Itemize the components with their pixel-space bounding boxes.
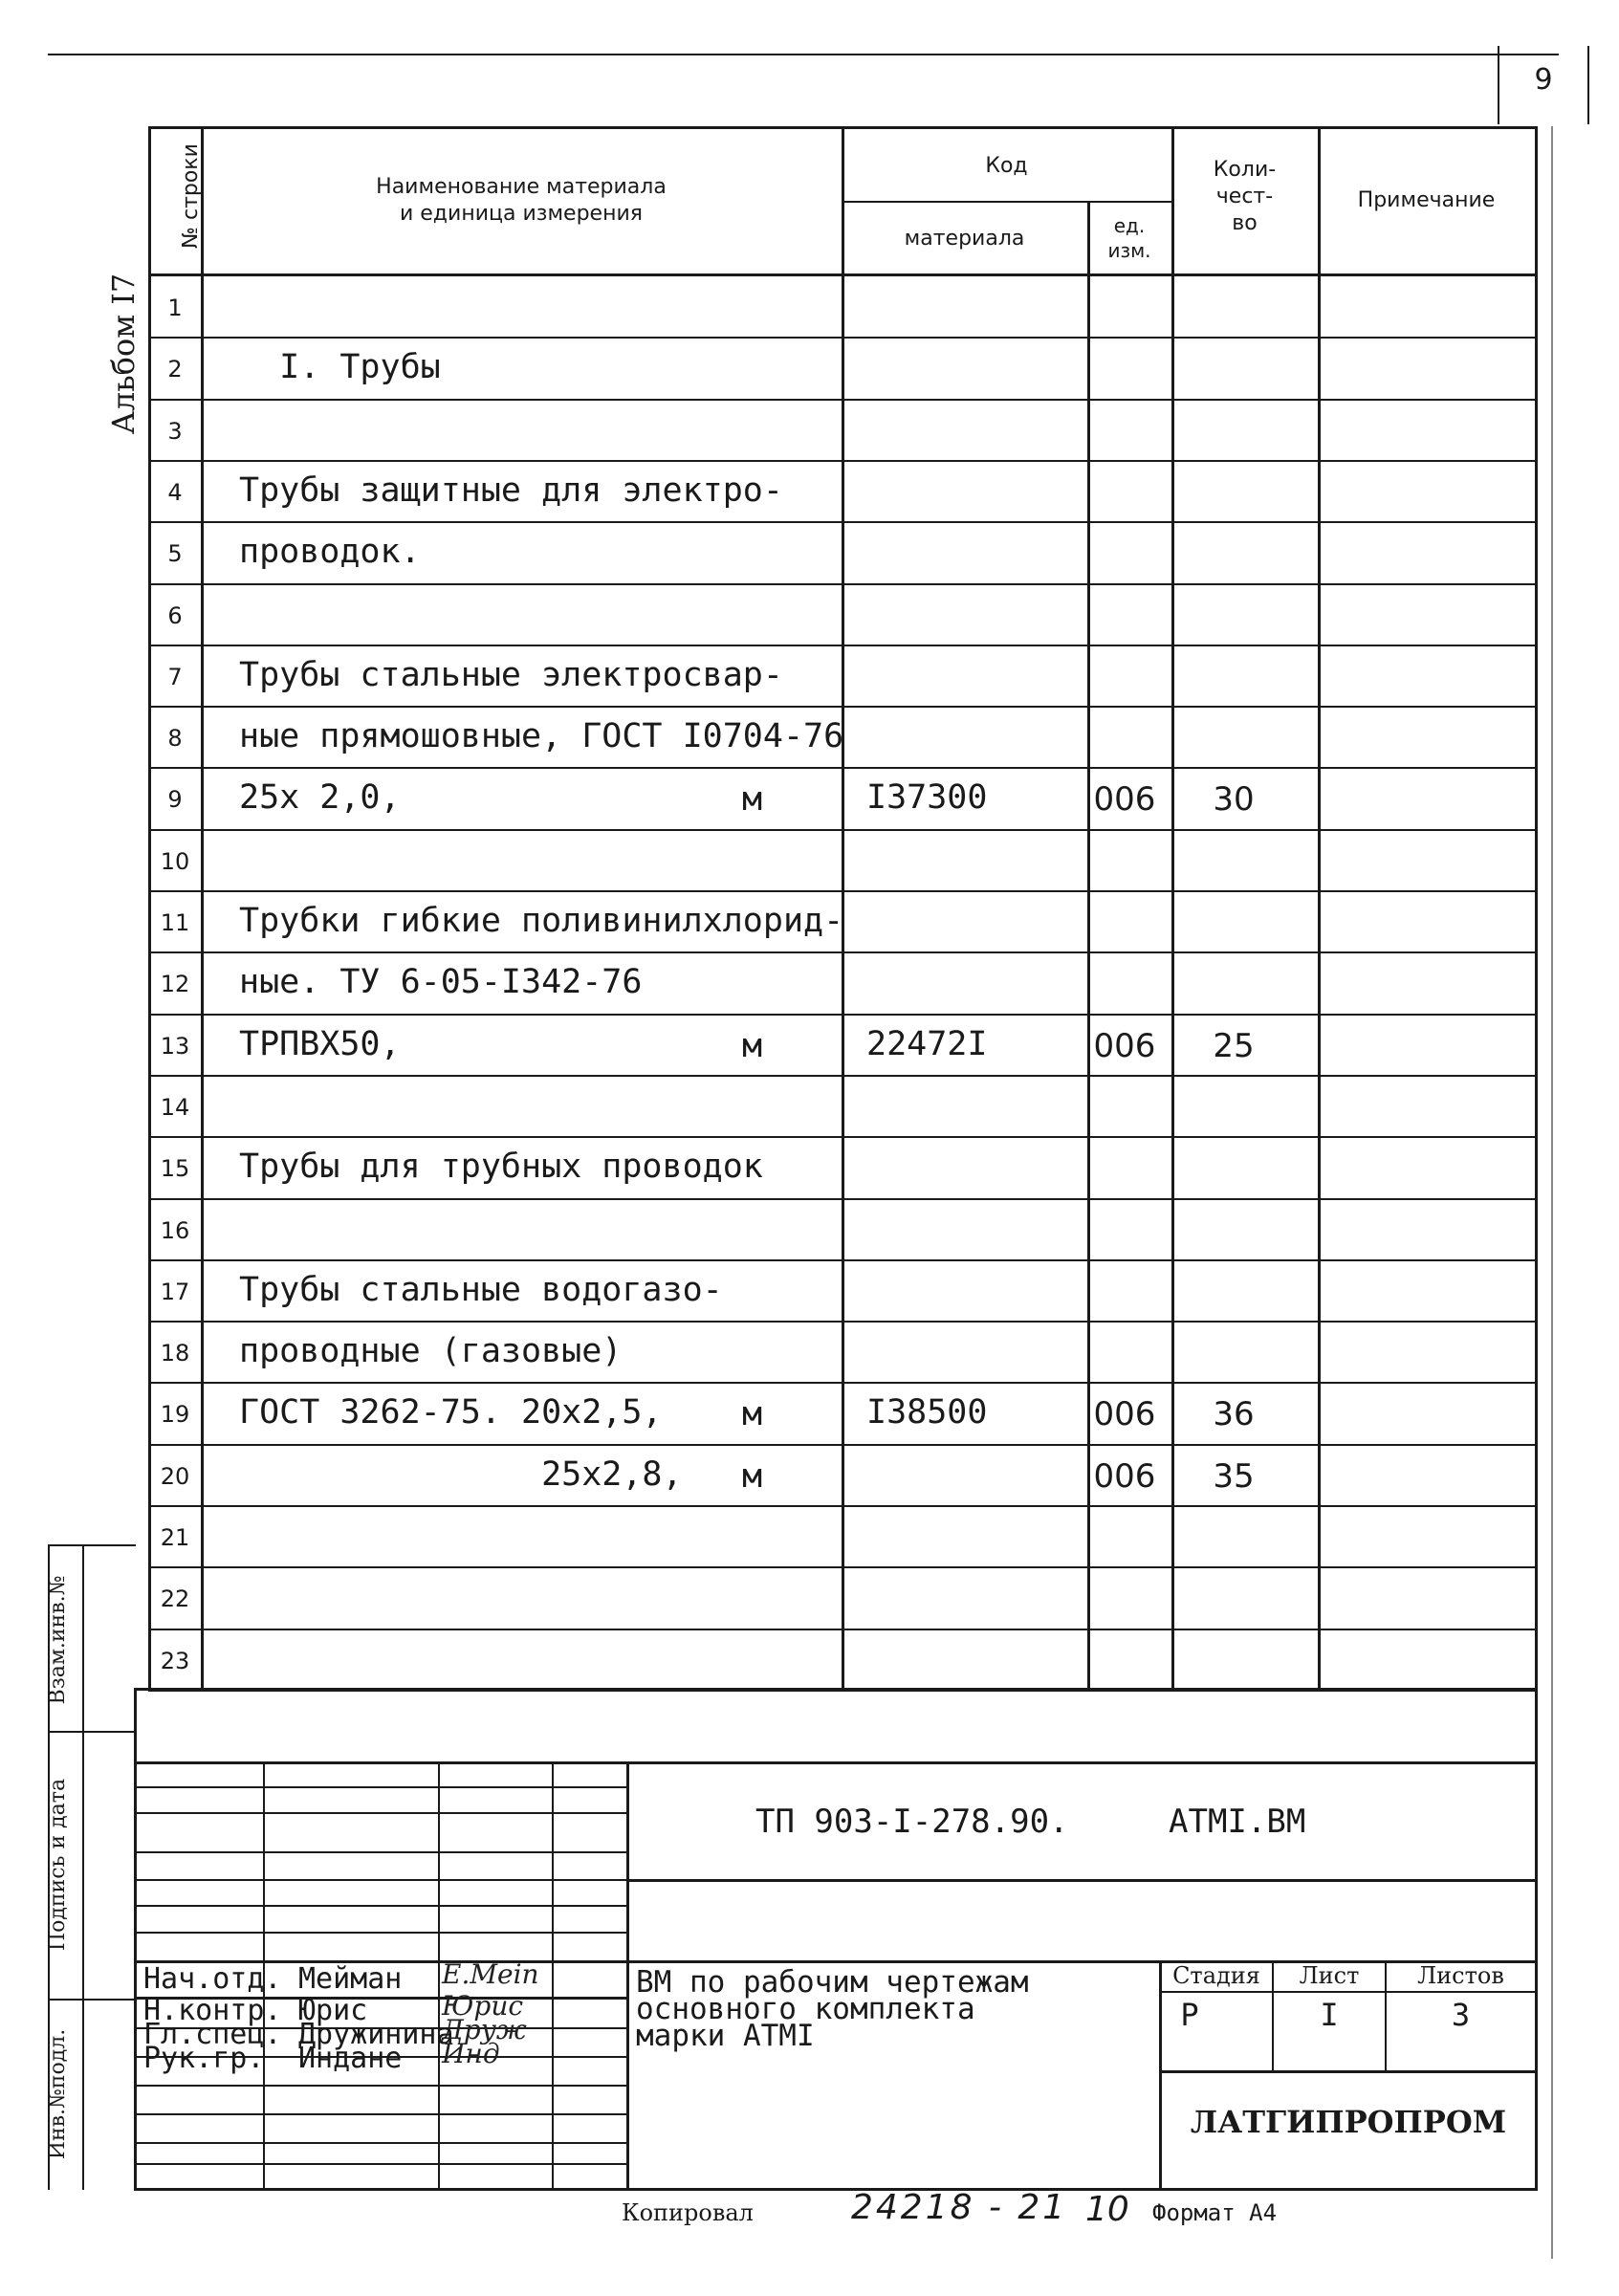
page-number-box-right: [1587, 46, 1589, 124]
row-code: I38500: [866, 1393, 988, 1432]
tb-row-11: [134, 2085, 626, 2087]
tb-stage-value: Р: [1180, 1997, 1199, 2033]
signature: E.Mein: [442, 1958, 539, 1990]
side-strip-div1: [48, 1731, 136, 1733]
row-number: 20: [160, 1462, 190, 1490]
row-number: 4: [167, 478, 183, 506]
row-number: 13: [160, 1032, 190, 1060]
row-divider: [148, 951, 1538, 953]
header-bottom-line: [148, 273, 1538, 276]
row-qty: 36: [1213, 1395, 1255, 1434]
tb-doc-bottom: [626, 1879, 1538, 1882]
row-qty: 35: [1213, 1456, 1255, 1496]
row-text: ТРПВХ50,: [239, 1024, 401, 1063]
tb-mark: АТМI.ВМ: [1169, 1803, 1306, 1841]
tb-description-line2: основного комплекта: [636, 1992, 975, 2026]
row-divider: [148, 1321, 1538, 1323]
header-qty-line3: во: [1232, 211, 1258, 235]
footer-copied-label: Копировал: [622, 2199, 754, 2226]
row-number: 1: [167, 295, 183, 321]
tb-row-12: [134, 2113, 626, 2115]
row-qty: 30: [1213, 780, 1255, 820]
row-number: 17: [160, 1278, 190, 1305]
footer-handwritten-number: 24218 - 21: [851, 2188, 1068, 2227]
row-divider: [148, 829, 1538, 831]
tb-row-6: [134, 1932, 626, 1934]
row-divider: [148, 1198, 1538, 1200]
tb-org: ЛАТГИПРОПРОМ: [1190, 2104, 1507, 2140]
tb-sheet-label: Лист: [1299, 1962, 1360, 1989]
row-number: 14: [160, 1093, 190, 1121]
tb-stage-header-line: [1159, 1991, 1538, 1993]
header-note: Примечание: [1357, 188, 1496, 212]
row-number: 3: [167, 417, 183, 445]
tb-org-top: [1159, 2070, 1538, 2073]
row-text: проводные (газовые): [239, 1332, 623, 1371]
row-divider: [148, 1259, 1538, 1261]
row-text: ГОСТ 3262-75. 20х2,5,: [239, 1393, 663, 1432]
code-subheader-line: [842, 201, 1171, 203]
row-text: Трубы защитные для электро-: [239, 470, 783, 510]
row-number: 19: [160, 1401, 190, 1429]
row-text: проводок.: [239, 533, 421, 572]
signature: Друж: [442, 2014, 527, 2045]
col-line-rowno: [201, 126, 204, 1688]
row-text: Трубки гибкие поливинилхлорид-: [239, 902, 844, 940]
row-number: 15: [160, 1155, 190, 1183]
row-number: 5: [167, 540, 183, 568]
side-label-vzam: Взам.инв.№: [46, 1575, 70, 1705]
signer-role: Рук.гр.: [143, 2042, 265, 2075]
row-text: I. Трубы: [239, 348, 441, 387]
header-unit-line2: изм.: [1107, 239, 1151, 262]
row-number: 11: [160, 909, 190, 936]
tb-row-3: [134, 1851, 626, 1853]
col-line-qty: [1318, 126, 1321, 1688]
signer-name: Юрис: [298, 1994, 368, 2027]
row-text: 25х2,8,: [239, 1454, 683, 1494]
row-number: 2: [167, 356, 183, 383]
tb-row-14: [134, 2163, 626, 2165]
row-divider: [148, 1505, 1538, 1507]
signer-name: Индане: [298, 2042, 403, 2075]
signer-role: Гл.спец.: [143, 2018, 282, 2051]
row-divider: [148, 1014, 1538, 1016]
titleblock-top-line: [134, 1761, 1538, 1764]
tb-row-5: [134, 1905, 626, 1907]
tb-stage-left: [1159, 1960, 1162, 2188]
tb-col2: [438, 1761, 440, 2188]
tb-col3: [552, 1761, 554, 2188]
header-name-line1: Наименование материала: [376, 175, 667, 199]
side-label-inv: Инв.№подл.: [46, 2028, 70, 2160]
row-number: 22: [160, 1585, 190, 1613]
tb-description-line3: марки АТМI: [636, 2019, 815, 2053]
row-divider: [148, 1444, 1538, 1446]
tb-sheets-value: 3: [1451, 1997, 1471, 2033]
tb-col4: [626, 1761, 629, 2188]
row-ed: 006: [1093, 780, 1156, 820]
row-number: 18: [160, 1340, 190, 1367]
top-border-line: [48, 54, 1559, 55]
signature: Юрис: [442, 1990, 524, 2022]
tb-row-4: [134, 1879, 626, 1881]
row-divider: [148, 706, 1538, 708]
header-code: Код: [985, 154, 1028, 178]
row-divider: [148, 521, 1538, 523]
row-qty: 25: [1213, 1026, 1255, 1065]
row-code: I37300: [866, 778, 988, 818]
row-text: Трубы для трубных проводок: [239, 1148, 763, 1187]
footer-handwritten-sheet: 10: [1085, 2190, 1129, 2229]
row-divider: [148, 337, 1538, 339]
header-unit-line1: ед.: [1113, 214, 1146, 237]
row-divider: [148, 1382, 1538, 1384]
tb-row-2: [134, 1812, 626, 1814]
tb-row-13: [134, 2142, 626, 2144]
col-line-unit: [1171, 126, 1174, 1688]
row-ed: 006: [1093, 1456, 1156, 1496]
row-text: 25х 2,0,: [239, 778, 401, 818]
header-qty-line1: Коли-: [1213, 158, 1277, 182]
row-divider: [148, 1075, 1538, 1077]
row-divider: [148, 583, 1538, 585]
table-bottom-line: [134, 1688, 1538, 1691]
tb-description-line1: ВМ по рабочим чертежам: [636, 1965, 1029, 2000]
row-divider: [148, 1566, 1538, 1568]
row-divider: [148, 645, 1538, 646]
row-divider: [148, 1629, 1538, 1630]
album-label: Альбом I7: [105, 273, 142, 435]
tb-doc-code: ТП 903-I-278.90.: [755, 1803, 1069, 1841]
row-number: 21: [160, 1524, 190, 1551]
footer-format: Формат А4: [1152, 2199, 1278, 2226]
tb-sheet-value: I: [1320, 1997, 1339, 2033]
row-number: 12: [160, 971, 190, 998]
row-text: Трубы стальные водогазо-: [239, 1270, 723, 1309]
signer-name: Мейман: [298, 1962, 403, 1996]
header-qty-line2: чест-: [1215, 185, 1274, 208]
side-strip-mid: [82, 1544, 84, 2190]
row-unit: м: [742, 1456, 763, 1496]
row-ed: 006: [1093, 1395, 1156, 1434]
tb-stage-label: Стадия: [1172, 1962, 1260, 1989]
row-number: 9: [167, 786, 183, 814]
row-number: 16: [160, 1216, 190, 1244]
row-text: ные. ТУ 6-05-I342-76: [239, 963, 643, 1002]
signer-name: Дружинина: [298, 2018, 454, 2051]
row-number: 8: [167, 725, 183, 753]
row-divider: [148, 460, 1538, 462]
row-divider: [148, 767, 1538, 769]
row-ed: 006: [1093, 1026, 1156, 1065]
signature: Инд: [442, 2038, 500, 2069]
row-number: 6: [167, 601, 183, 629]
tb-row-1: [134, 1786, 626, 1788]
row-divider: [148, 399, 1538, 401]
row-unit: м: [742, 780, 763, 820]
header-row-no: № строки: [179, 143, 203, 249]
side-label-podpis: Подпись и дата: [46, 1778, 70, 1952]
titleblock-bottom-line: [134, 2188, 1538, 2191]
row-code: 22472I: [866, 1024, 988, 1063]
tb-sheets-label: Листов: [1417, 1962, 1504, 1989]
row-divider: [148, 1136, 1538, 1138]
signer-role: Нач.отд.: [143, 1962, 282, 1996]
row-number: 10: [160, 847, 190, 875]
row-text: ные прямошовные, ГОСТ I0704-76: [239, 717, 844, 756]
signer-role: Н.контр.: [143, 1994, 282, 2027]
row-text: Трубы стальные электросвар-: [239, 655, 783, 694]
side-strip-top: [48, 1544, 136, 1546]
row-unit: м: [742, 1395, 763, 1434]
outer-right-edge: [1551, 126, 1553, 2259]
page-number: 9: [1534, 63, 1553, 97]
row-number: 23: [160, 1647, 190, 1674]
header-material: материала: [904, 227, 1025, 251]
row-divider: [148, 890, 1538, 892]
header-name-line2: и единица измерения: [399, 202, 643, 226]
row-number: 7: [167, 663, 183, 690]
row-unit: м: [742, 1026, 763, 1065]
